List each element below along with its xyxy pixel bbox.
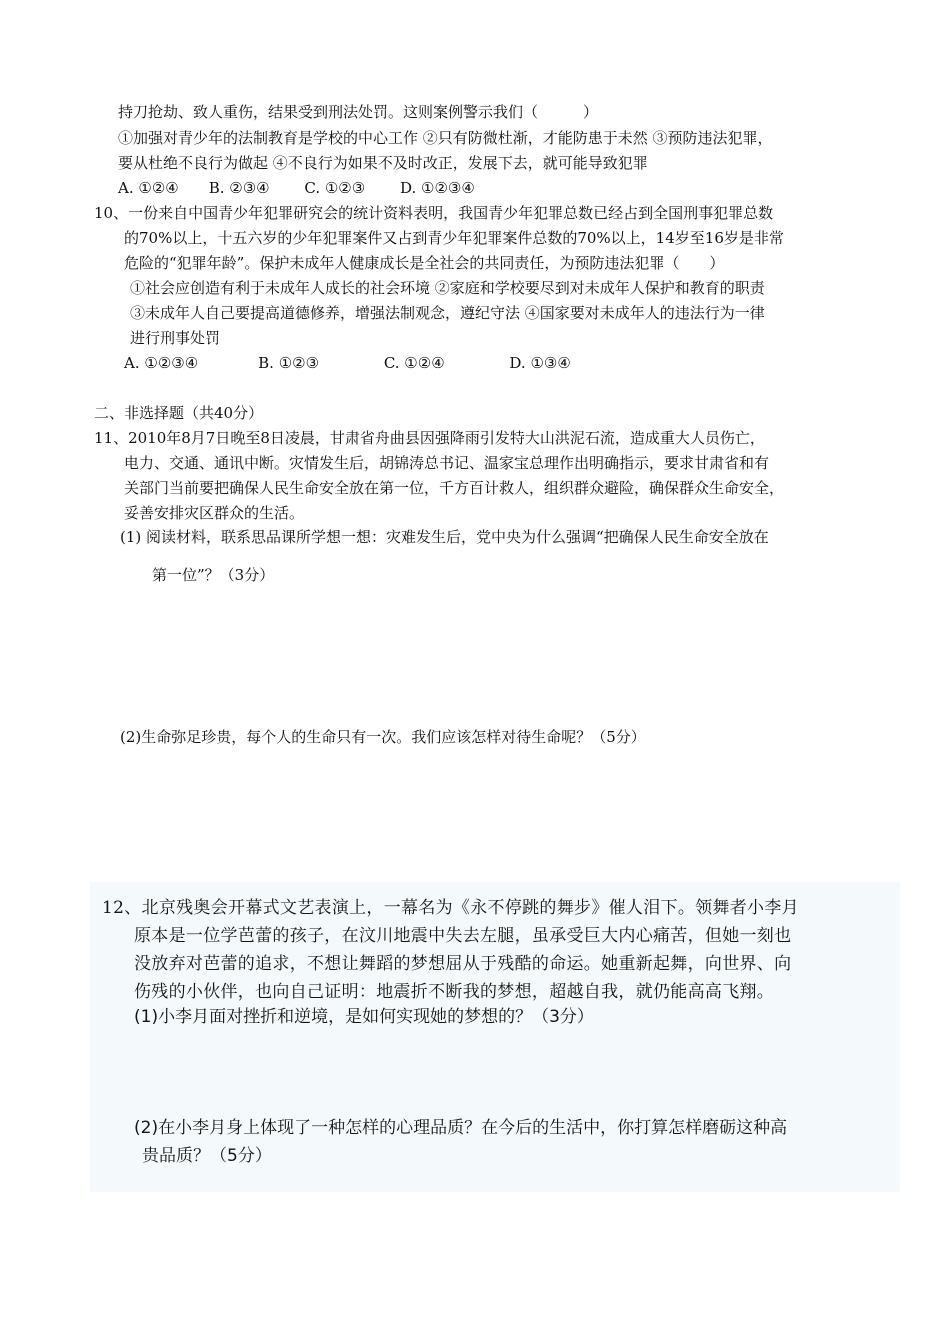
q10-stem-line3: 危险的“犯罪年龄”。保护未成年人健康成长是全社会的共同责任，为预防违法犯罪（ ）	[124, 254, 725, 272]
q9-statements-line2: 要从杜绝不良行为做起 ④不良行为如果不及时改正，发展下去，就可能导致犯罪	[118, 154, 648, 172]
q10-stem-line2: 的70%以上，十五六岁的少年犯罪案件又占到青少年犯罪案件总数的70%以上，14岁至16岁是非常	[124, 229, 784, 247]
section-title: 二、非选择题（共40分）	[94, 404, 264, 422]
q11-stem-line4: 妥善安排灾区群众的生活。	[124, 504, 305, 522]
q11-stem-line1: 11、2010年8月7日晚至8日凌晨，甘肃省舟曲县因强降雨引发特大山洪泥石流，造成重大人员伤亡，	[94, 429, 765, 447]
q10-statements-line3: 进行刑事处罚	[130, 329, 221, 347]
q11-sub1-line2: 第一位”？（3分）	[152, 566, 275, 584]
q12-sub2-line1: (2)在小李月身上体现了一种怎样的心理品质？在今后的生活中，你打算怎样磨砺这种高	[134, 1118, 788, 1138]
q12-sub2-line2: 贵品质？（5分）	[142, 1146, 272, 1166]
q11-sub1-line1: (1) 阅读材料，联系思品课所学想一想：灾难发生后，党中央为什么强调“把确保人民生命安全放在	[120, 528, 769, 546]
q12-sub1: (1)小李月面对挫折和逆境，是如何实现她的梦想的？（3分）	[134, 1007, 594, 1027]
q9-stem: 持刀抢劫、致人重伤，结果受到刑法处罚。这则案例警示我们（ ）	[118, 103, 599, 121]
q9-statements-line1: ①加强对青少年的法制教育是学校的中心工作 ②只有防微杜渐，才能防患于未然 ③预防违法犯罪，	[118, 129, 773, 147]
q10-statements-line2: ③未成年人自己要提高道德修养，增强法制观念，遵纪守法 ④国家要对未成年人的违法行为一律	[130, 304, 765, 322]
q12-stem-line2: 原本是一位学芭蕾的孩子，在汶川地震中失去左腿，虽承受巨大内心痛苦，但她一刻也	[134, 926, 792, 946]
q11-stem-line2: 电力、交通、通讯中断。灾情发生后，胡锦涛总书记、温家宝总理作出明确指示，要求甘肃省和有	[124, 454, 770, 472]
q10-options: A. ①②③④ B. ①②③ C. ①②④ D. ①③④	[124, 354, 571, 372]
q12-scanned-image	[90, 882, 900, 1192]
q10-stem-line1: 10、一份来自中国青少年犯罪研究会的统计资料表明，我国青少年犯罪总数已经占到全国刑事犯罪总数	[94, 204, 774, 222]
q10-statements-line1: ①社会应创造有利于未成年人成长的社会环境 ②家庭和学校要尽到对未成年人保护和教育的职责	[130, 279, 765, 297]
q9-options: A. ①②④ B. ②③④ C. ①②③ D. ①②③④	[118, 179, 475, 197]
q12-stem-line1: 12、北京残奥会开幕式文艺表演上，一幕名为《永不停跳的舞步》催人泪下。领舞者小李月	[102, 898, 799, 918]
q11-stem-line3: 关部门当前要把确保人民生命安全放在第一位，千方百计救人，组织群众避险，确保群众生命安全，	[124, 479, 785, 497]
q12-stem-line3: 没放弃对芭蕾的追求，不想让舞蹈的梦想屈从于残酷的命运。她重新起舞，向世界、向	[134, 954, 792, 974]
q12-stem-line4: 伤残的小伙伴，也向自己证明：地震折不断我的梦想，超越自我，就仍能高高飞翔。	[134, 982, 775, 1002]
q11-sub2: (2)生命弥足珍贵，每个人的生命只有一次。我们应该怎样对待生命呢？（5分）	[120, 728, 646, 746]
